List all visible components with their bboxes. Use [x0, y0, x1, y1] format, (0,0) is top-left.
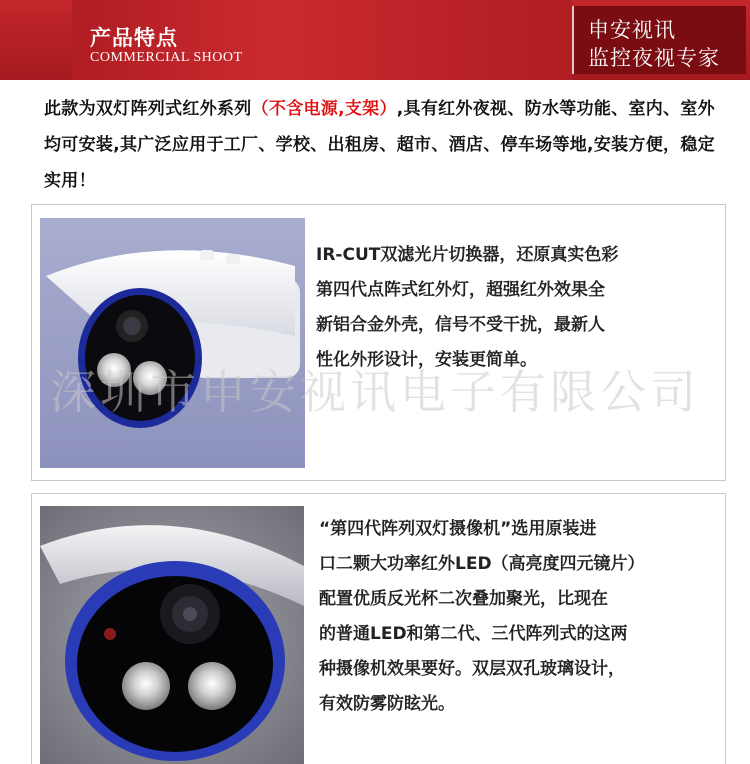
feature-2-line: 种摄像机效果要好。双层双孔玻璃设计， — [319, 659, 625, 679]
feature-card-1 — [31, 204, 726, 481]
brand-box — [572, 6, 746, 74]
feature-1-text — [316, 238, 721, 378]
feature-2-line: 配置优质反光杯二次叠加聚光，比现在 — [319, 589, 608, 609]
feature-2-line: “第四代阵列双灯摄像机”选用原装进 — [319, 519, 597, 539]
camera-side-photo — [40, 218, 305, 468]
brand-line-2: 监控夜视专家 — [588, 46, 720, 70]
intro-paragraph — [44, 91, 724, 199]
section-subtitle: COMMERCIAL SHOOT — [90, 50, 243, 65]
header-banner — [0, 0, 750, 80]
brand-line-1: 申安视讯 — [588, 18, 676, 42]
feature-1-line: 新铝合金外壳，信号不受干扰，最新人 — [316, 315, 605, 335]
feature-2-line: 口二颗大功率红外LED（高亮度四元镜片） — [319, 554, 645, 574]
feature-1-line: IR-CUT双滤光片切换器，还原真实色彩 — [316, 245, 619, 265]
feature-2-line: 有效防雾防眩光。 — [319, 694, 455, 714]
section-title: 产品特点 — [90, 26, 178, 50]
feature-1-line: 第四代点阵式红外灯，超强红外效果全 — [316, 280, 605, 300]
intro-highlight: （不含电源,支架） — [251, 99, 397, 119]
feature-2-line: 的普通LED和第二代、三代阵列式的这两 — [319, 624, 628, 644]
feature-card-2 — [31, 493, 726, 764]
intro-text-1: 此款为双灯阵列式红外系列 — [44, 99, 252, 119]
camera-front-photo — [40, 506, 304, 764]
intro-text-2: ,具有红外夜视、防水等功能、室内、室外均可安装,其广泛应用于工厂、学校、出租房、超市、酒店、停车场等地,安装方便，稳定实用！ — [44, 99, 715, 191]
watermark: 深圳市申安视讯电子有限公司 — [50, 365, 700, 419]
feature-1-line: 性化外形设计，安装更简单。 — [316, 350, 537, 370]
feature-2-text — [319, 512, 724, 722]
